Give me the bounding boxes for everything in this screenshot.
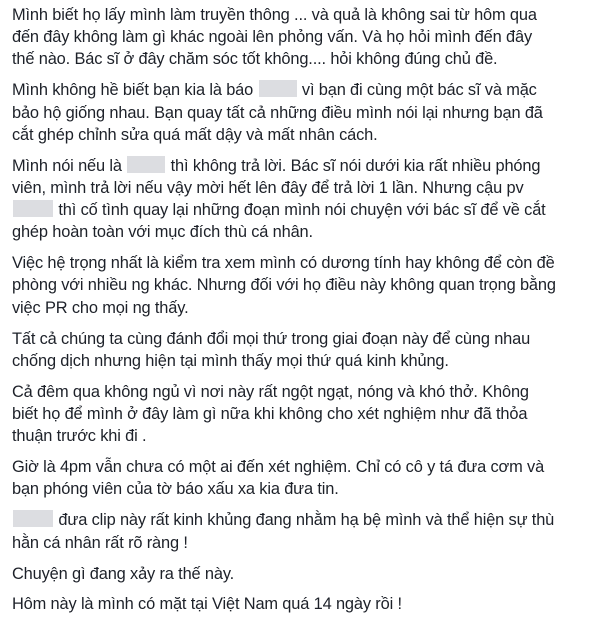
text-line: Hôm này là mình có mặt tại Việt Nam quá 14 ngày rồi ! [12,595,402,614]
text-line: đến đây không làm gì khác ngoài lên phỏng vấn. Và họ hỏi mình đến đây [12,28,532,47]
redacted-block [259,80,297,97]
text-line: viên, mình trả lời nếu vậy mời hết lên đây để trả lời 1 lần. Nhưng cậu pv [12,178,524,197]
paragraph-1 [12,4,594,71]
paragraph-5 [12,328,594,372]
paragraph-7 [12,456,594,500]
text-line: chống dịch nhưng hiện tại mình thấy mọi thứ quá kinh khủng. [12,351,449,370]
redacted-block [127,156,165,173]
text-fragment: đưa clip này rất kinh khủng đang nhằm hạ bệ mình và thể hiện sự thù [58,511,555,530]
text-line [12,199,594,221]
text-line: Tất cả chúng ta cùng đánh đổi mọi thứ trong giai đoạn này để cùng nhau [12,329,531,348]
paragraph-10 [12,593,594,615]
text-fragment: thì cố tình quay lại những đoạn mình nói chuyện với bác sĩ để về cắt [58,201,546,220]
text-line: Việc hệ trọng nhất là kiểm tra xem mình có dương tính hay không để còn đề [12,254,555,273]
text-line: phòng với nhiều ng khác. Nhưng đối với họ điều này không quan trọng bằng [12,276,556,295]
paragraph-2 [12,79,594,146]
text-line: Mình biết họ lấy mình làm truyền thông ... và quả là không sai từ hôm qua [12,6,537,24]
text-line: Cả đêm qua không ngủ vì nơi này rất ngột ngạt, nóng và khó thở. Không [12,382,529,401]
text-line [12,79,594,101]
text-line [12,509,594,531]
redacted-block [13,200,53,217]
text-fragment: Mình nói nếu là [12,156,122,175]
text-fragment: vì bạn đi cùng một bác sĩ và mặc [301,81,537,100]
text-line: ghép hoàn toàn với mục đích thù cá nhân. [12,223,313,242]
text-line: Chuyện gì đang xảy ra thế này. [12,564,235,583]
text-fragment: thì không trả lời. Bác sĩ nói dưới kia rất nhiều phóng [170,156,541,175]
text-line: cắt ghép chỉnh sửa quá mất dậy và mất nhân cách. [12,125,378,144]
text-line: hằn cá nhân rất rõ ràng ! [12,533,188,552]
text-fragment: Mình không hề biết bạn kia là báo [12,81,254,100]
post-body [12,4,594,624]
paragraph-3 [12,155,594,244]
paragraph-4 [12,252,594,319]
text-line: Giờ là 4pm vẫn chưa có một ai đến xét nghiệm. Chỉ có cô y tá đưa cơm và [12,458,545,477]
text-line: bạn phóng viên của tờ báo xấu xa kia đưa tin. [12,480,339,499]
text-line: thuận trước khi đi . [12,427,147,446]
text-line: thế nào. Bác sĩ ở đây chăm sóc tốt không.... hỏi không đúng chủ đề. [12,50,498,69]
text-line [12,155,594,177]
text-line: biết họ để mình ở đây làm gì nữa khi không cho xét nghiệm như đã thỏa [12,404,528,423]
text-line: bảo hộ giống nhau. Bạn quay tất cả những điều mình nói lại nhưng bạn đã [12,103,543,122]
redacted-block [13,510,53,527]
paragraph-6 [12,381,594,448]
paragraph-9 [12,563,594,585]
paragraph-8 [12,509,594,553]
text-line: việc PR cho mọi ng thấy. [12,298,189,317]
